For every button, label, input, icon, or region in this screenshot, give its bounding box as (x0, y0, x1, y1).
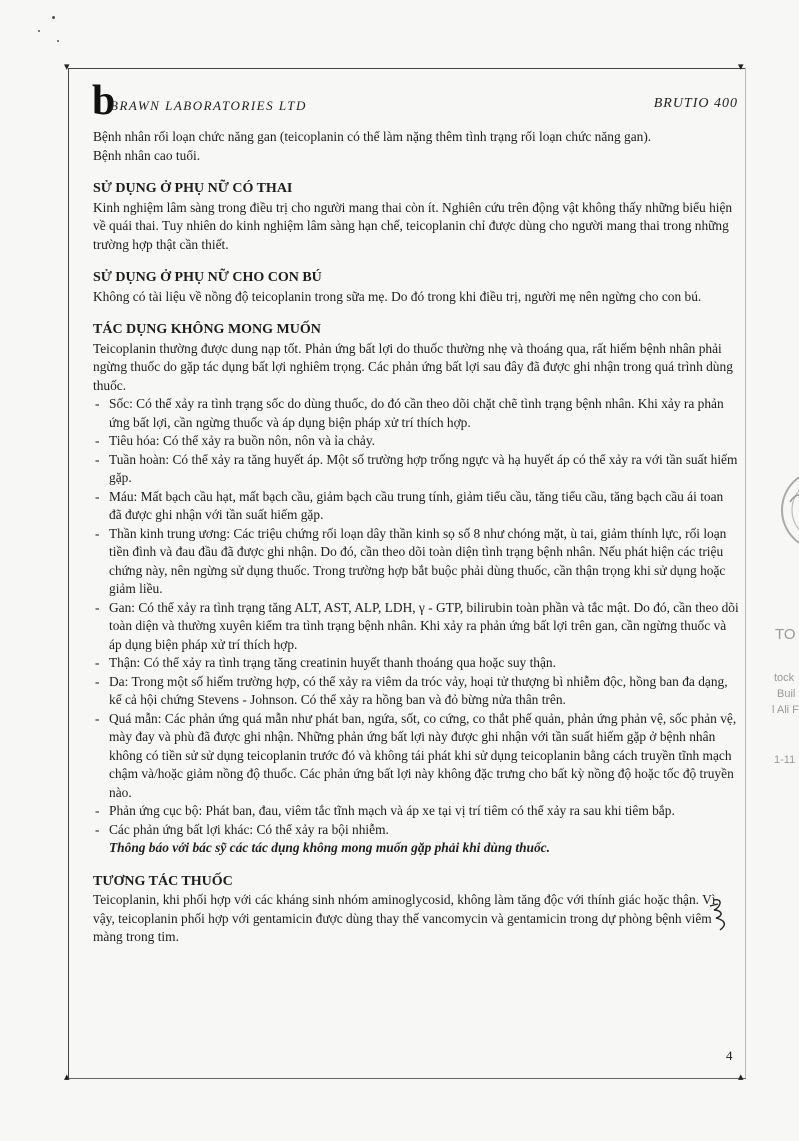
breastfeeding-section (93, 269, 739, 306)
corner-mark: ▴ (64, 1071, 70, 1083)
corner-mark: ▴ (738, 1071, 744, 1083)
product-name: BRUTIO 400 (653, 96, 738, 111)
pregnancy-text: Kinh nghiệm lâm sàng trong điều trị cho người mang thai còn ít. Nghiên cứu trên động vật không thấy những biểu hiện về quái thai. Tuy nhiên do kinh nghiệm lâm sàng hạn chế, teicoplanin chỉ được dùng cho người mang thai trong những trường hợp thật cần thiết. (93, 199, 733, 252)
list-item: - Gan: Có thể xảy ra tình trạng tăng ALT, AST, ALP, LDH, γ - GTP, bilirubin toàn phần và tắc mật. Do đó, cần theo dõi toàn diện và thường xuyên kiểm tra tình trạng bệnh nhân. Khi xảy ra phản ứng bất lợi trên gan, cần ngừng thuốc và áp dụng biện pháp xử trí thích hợp. (93, 599, 739, 655)
signature-mark (706, 896, 736, 932)
list-item: - Tuần hoàn: Có thể xảy ra tăng huyết áp. Một số trường hợp trống ngực và hạ huyết áp có thể xảy ra với tần suất hiếm gặp. (93, 451, 739, 488)
list-item: - Phản ứng cục bộ: Phát ban, đau, viêm tắc tĩnh mạch và áp xe tại vị trí tiêm có thể xảy ra sau khi tiêm bắp. (93, 802, 739, 821)
adverse-intro: Teicoplanin thường được dung nạp tốt. Phản ứng bất lợi do thuốc thường nhẹ và thoáng qua, rất hiếm bệnh nhân phải ngừng thuốc do gặp tác dụng bất lợi nghiêm trọng. Các phản ứng bất lợi sau đây đã được ghi nhận trong quá trình dùng thuốc. (93, 340, 733, 393)
adverse-heading: TÁC DỤNG KHÔNG MONG MUỐN (93, 322, 321, 337)
pregnancy-heading: SỬ DỤNG Ở PHỤ NỮ CÓ THAI (93, 181, 293, 196)
interactions-text: Teicoplanin, khi phối hợp với các kháng sinh nhóm aminoglycosid, không làm tăng độc với thính giác hoặc thận. Vì vậy, teicoplanin phối hợp với gentamicin được dùng thay thế vancomycin và gentamicin trong dự phòng bệnh viêm màng trong tim. (93, 892, 716, 944)
page-number: 4 (726, 1048, 733, 1063)
interactions-heading: TƯƠNG TÁC THUỐC (93, 873, 233, 889)
list-item: - Các phản ứng bất lợi khác: Có thể xảy ra bội nhiễm. (93, 821, 739, 840)
page-frame-right (745, 68, 746, 1078)
breastfeeding-text: Không có tài liệu về nồng độ teicoplanin trong sữa mẹ. Do đó trong khi điều trị, người mẹ nên ngừng cho con bú. (93, 288, 702, 304)
breastfeeding-heading: SỬ DỤNG Ở PHỤ NỮ CHO CON BÚ (93, 270, 322, 285)
adverse-list (93, 395, 739, 839)
document-body (93, 128, 739, 947)
company-name: BRAWN LABORATORIES LTD (110, 98, 307, 113)
stamp-fragment: TO (775, 626, 796, 643)
company-logo: b (92, 78, 116, 124)
intro-line: Bệnh nhân cao tuổi. (93, 147, 201, 163)
stamp-fragment: l Ali F (772, 704, 799, 716)
page-frame-bottom (68, 1078, 746, 1079)
interactions-section (93, 873, 739, 947)
stamp-fragment: tock (774, 672, 795, 684)
list-item: - Thần kinh trung ương: Các triệu chứng rối loạn dây thần kinh sọ số 8 như chóng mặt, ù tai, giảm thính lực, rối loạn tiền đình và đau đầu đã được ghi nhận. Do đó, cần theo dõi toàn diện tình trạng bệnh nhân. Nếu phát hiện các triệu chứng này, nên ngừng sử dụng thuốc. Trong trường hợp bắt buộc phải dùng thuốc, cần thận trọng khi sử dụng hoặc giảm liều. (93, 525, 739, 599)
list-item: - Sốc: Có thể xảy ra tình trạng sốc do dùng thuốc, do đó cần theo dõi chặt chẽ tình trạng bệnh nhân. Khi xảy ra phản ứng bất lợi, cần ngừng thuốc và áp dụng biện pháp xử trí thích hợp. (93, 395, 739, 432)
list-item: - Da: Trong một số hiếm trường hợp, có thể xảy ra viêm da tróc vảy, hoại tử thượng bì nhiễm độc, hồng ban đa dạng, kể cả hội chứng Stevens - Johnson. Có thể xảy ra hồng ban và đỏ bừng nửa thân trên. (93, 673, 739, 710)
adverse-notice: Thông báo với bác sỹ các tác dụng không mong muốn gặp phải khi dùng thuốc. (109, 840, 550, 855)
scan-speck (52, 16, 55, 19)
seal-stamp (770, 462, 799, 592)
scan-speck (57, 40, 59, 42)
corner-mark: ▾ (738, 61, 744, 73)
pregnancy-section (93, 180, 739, 254)
list-item: - Quá mẫn: Các phản ứng quá mẫn như phát ban, ngứa, sốt, co cứng, co thắt phế quản, phản ứng phản vệ, sốc phản vệ, mày đay và phù đã được ghi nhận. Những phản ứng bất lợi này được ghi nhận với tần suất hiếm gặp ở bệnh nhân không có tiền sử sử dụng teicoplanin trước đó và không tái phát khi sử dụng teicoplanin bằng cách truyền tĩnh mạch chậm và/hoặc giảm nồng độ thuốc. Các phản ứng bất lợi này không đặc trưng cho bất kỳ nồng độ hoặc tốc độ truyền nào. (93, 710, 739, 803)
scan-speck (38, 30, 40, 32)
document-header (92, 78, 738, 124)
list-item: - Tiêu hóa: Có thể xảy ra buồn nôn, nôn và ỉa chảy. (93, 432, 739, 451)
stamp-fragment: Buil (777, 688, 796, 700)
list-item: - Thận: Có thể xảy ra tình trạng tăng creatinin huyết thanh thoáng qua hoặc suy thận. (93, 654, 739, 673)
list-item: - Máu: Mất bạch cầu hạt, mất bạch cầu, giảm bạch cầu trung tính, giảm tiểu cầu, tăng tiểu cầu, tăng bạch cầu ái toan đã được ghi nhận với tần suất hiếm gặp. (93, 488, 739, 525)
stamp-fragment: 1-11 (774, 754, 796, 766)
corner-mark: ▾ (64, 61, 70, 73)
intro-line: Bệnh nhân rối loạn chức năng gan (teicoplanin có thể làm nặng thêm tình trạng rối loạn chức năng gan). (93, 129, 652, 144)
adverse-section (93, 321, 739, 858)
